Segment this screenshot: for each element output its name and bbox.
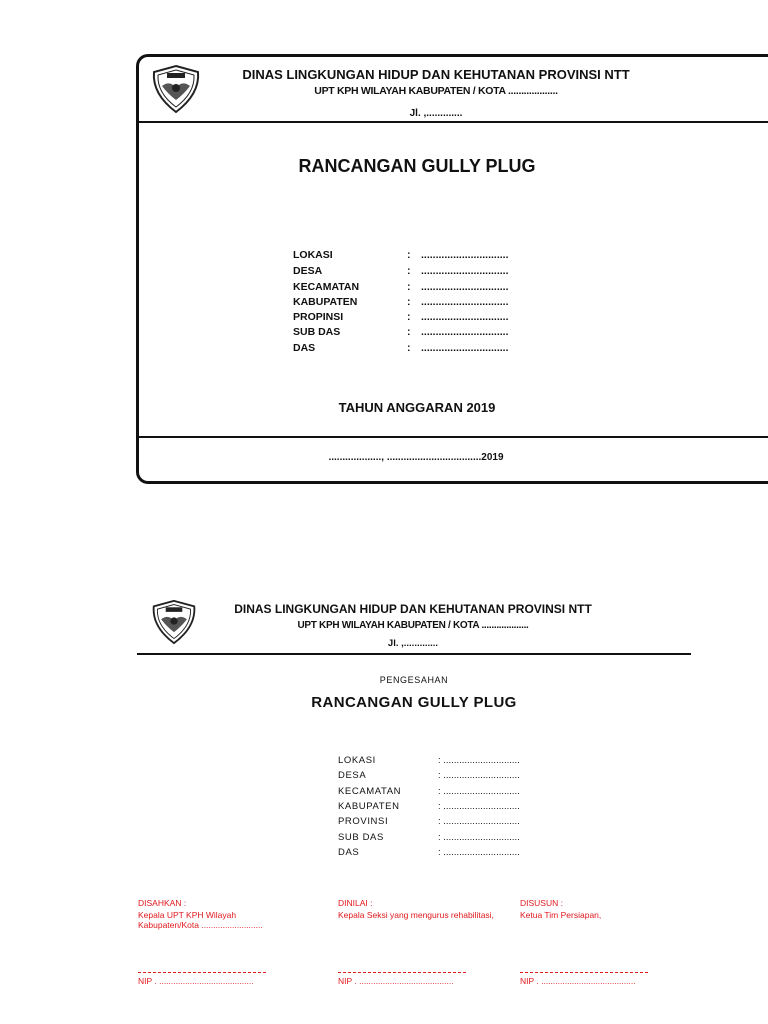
approval-field-value: : ............................. — [438, 755, 520, 766]
cover-field-value: .............................. — [421, 326, 509, 338]
approval-title: RANCANGAN GULLY PLUG — [311, 694, 517, 711]
cover-upt-name: UPT KPH WILAYAH KABUPATEN / KOTA ................... — [314, 85, 558, 97]
cover-field-value: .............................. — [421, 296, 509, 308]
signature-role: DISUSUN : — [520, 898, 563, 908]
signature-role: DINILAI : — [338, 898, 373, 908]
cover-field-separator: : — [407, 342, 411, 354]
cover-field-value: .............................. — [421, 311, 509, 323]
cover-field-separator: : — [407, 296, 411, 308]
approval-field-label: LOKASI — [338, 755, 376, 766]
cover-field-value: .............................. — [421, 265, 509, 277]
approval-agency-name: DINAS LINGKUNGAN HIDUP DAN KEHUTANAN PROVINSI NTT — [234, 602, 592, 616]
cover-field-label: DAS — [293, 342, 316, 354]
cover-field-value: .............................. — [421, 249, 509, 261]
signature-name-line — [138, 972, 266, 973]
approval-upt-name: UPT KPH WILAYAH KABUPATEN / KOTA ................... — [297, 620, 529, 631]
signature-name-line — [520, 972, 648, 973]
approval-field-value: : ............................. — [438, 847, 520, 858]
approval-field-label: KABUPATEN — [338, 801, 400, 812]
approval-field-value: : ............................. — [438, 770, 520, 781]
cover-field-label: LOKASI — [293, 249, 333, 261]
cover-field-label: PROPINSI — [293, 311, 344, 323]
approval-field-label: DAS — [338, 847, 360, 858]
signature-nip: NIP . ........................................ — [138, 976, 254, 986]
approval-heading: PENGESAHAN — [379, 675, 449, 685]
signature-name-line — [338, 972, 466, 973]
cover-title: RANCANGAN GULLY PLUG — [298, 156, 536, 176]
cover-field-label: DESA — [293, 265, 323, 277]
cover-field-value: .............................. — [421, 281, 509, 293]
cover-field-separator: : — [407, 326, 411, 338]
signature-nip: NIP . ........................................ — [520, 976, 636, 986]
signature-title: Kepala UPT KPH Wilayah — [138, 910, 237, 920]
signature-nip: NIP . ........................................ — [338, 976, 454, 986]
provincial-emblem-icon — [150, 599, 198, 645]
approval-field-value: : ............................. — [438, 832, 520, 843]
approval-field-label: SUB DAS — [338, 832, 384, 843]
approval-address: Jl. ,............. — [387, 638, 439, 649]
cover-date-place: ..................., ..................................2019 — [328, 452, 504, 463]
cover-field-value: .............................. — [421, 342, 509, 354]
provincial-emblem-icon — [150, 64, 202, 114]
cover-field-separator: : — [407, 281, 411, 293]
approval-field-label: PROVINSI — [338, 816, 389, 827]
approval-field-value: : ............................. — [438, 816, 520, 827]
approval-header-divider — [137, 653, 691, 655]
cover-footer-divider — [137, 436, 768, 438]
cover-field-separator: : — [407, 311, 411, 323]
cover-field-label: KECAMATAN — [293, 281, 360, 293]
approval-field-value: : ............................. — [438, 801, 520, 812]
signature-title-line2: Kabupaten/Kota .......................... — [138, 920, 263, 930]
cover-agency-name: DINAS LINGKUNGAN HIDUP DAN KEHUTANAN PROVINSI NTT — [242, 67, 630, 82]
cover-address: Jl. ,............. — [409, 108, 463, 119]
approval-field-label: KECAMATAN — [338, 786, 402, 797]
cover-field-separator: : — [407, 249, 411, 261]
cover-field-separator: : — [407, 265, 411, 277]
cover-budget-year: TAHUN ANGGARAN 2019 — [338, 400, 496, 415]
cover-header-divider — [137, 121, 768, 123]
signature-role: DISAHKAN : — [138, 898, 187, 908]
cover-field-label: KABUPATEN — [293, 296, 358, 308]
approval-field-value: : ............................. — [438, 786, 520, 797]
signature-title: Ketua Tim Persiapan, — [520, 910, 602, 920]
cover-field-label: SUB DAS — [293, 326, 341, 338]
approval-field-label: DESA — [338, 770, 367, 781]
signature-title: Kepala Seksi yang mengurus rehabilitasi, — [338, 910, 494, 920]
